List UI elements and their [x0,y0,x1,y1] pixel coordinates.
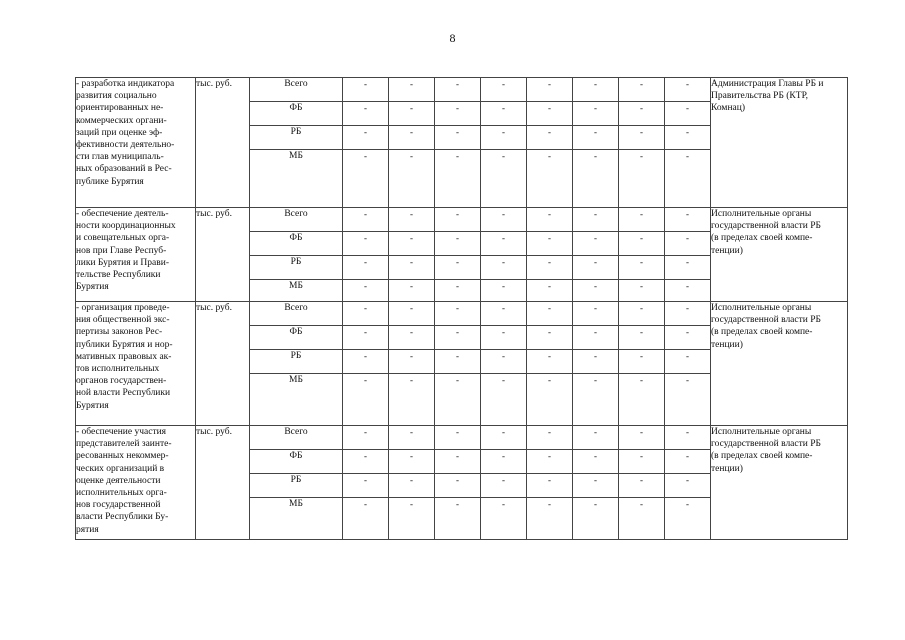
funding-source-cell: МБ [250,498,343,540]
responsible-text-line: Исполнительные органы [711,209,812,219]
value-cell: - [481,256,527,280]
value-cell: - [389,150,435,208]
activity-text-line: пертизы законов Рес- [76,327,163,338]
value-cell: - [619,426,665,450]
value-cell: - [481,208,527,232]
value-cell: - [665,302,711,326]
value-cell: - [619,256,665,280]
value-cell: - [573,426,619,450]
value-cell: - [481,498,527,540]
responsible-text-line: (в пределах своей компе- [711,327,813,338]
value-cell: - [619,302,665,326]
value-cell: - [481,450,527,474]
unit-cell: тыс. руб. [196,208,250,302]
value-cell: - [665,498,711,540]
value-cell: - [573,102,619,126]
activity-text-line: оценке деятельности [76,475,161,486]
responsible-cell [711,302,848,426]
value-cell: - [619,326,665,350]
activity-text-line: власти Республики Бу- [76,512,169,523]
value-cell: - [527,498,573,540]
value-cell: - [481,232,527,256]
funding-source-cell: ФБ [250,102,343,126]
value-cell: - [527,256,573,280]
value-cell: - [389,426,435,450]
funding-source-cell: ФБ [250,232,343,256]
value-cell: - [527,150,573,208]
value-cell: - [343,302,389,326]
value-cell: - [343,126,389,150]
value-cell: - [435,326,481,350]
value-cell: - [389,232,435,256]
value-cell: - [573,474,619,498]
value-cell: - [527,78,573,102]
value-cell: - [619,126,665,150]
value-cell: - [665,374,711,426]
activity-text-line: заций при оценке эф- [76,127,163,138]
value-cell: - [665,208,711,232]
activity-text-line: мативных правовых ак- [76,351,172,362]
value-cell: - [527,208,573,232]
value-cell: - [435,302,481,326]
value-cell: - [665,150,711,208]
responsible-text-line: (в пределах своей компе- [711,233,813,244]
value-cell: - [527,326,573,350]
value-cell: - [481,126,527,150]
activity-text-line: - обеспечение деятель- [76,209,169,219]
value-cell: - [619,78,665,102]
activity-cell [76,426,196,540]
activity-text-line: - разработка индикатора [76,79,175,89]
value-cell: - [665,126,711,150]
value-cell: - [481,102,527,126]
value-cell: - [665,78,711,102]
activity-text-line: публики Бурятия и нор- [76,339,173,350]
value-cell: - [343,280,389,302]
value-cell: - [435,498,481,540]
activity-cell [76,78,196,208]
activity-text-line: сти глав муниципаль- [76,152,164,163]
value-cell: - [389,498,435,540]
activity-text-line: коммерческих органи- [76,115,167,126]
value-cell: - [527,302,573,326]
value-cell: - [481,326,527,350]
funding-source-cell: МБ [250,280,343,302]
value-cell: - [435,256,481,280]
activity-text-line: ных образований в Рес- [76,164,172,175]
value-cell: - [435,126,481,150]
value-cell: - [435,280,481,302]
responsible-text-line: тенции) [711,463,743,474]
value-cell: - [665,326,711,350]
value-cell: - [665,256,711,280]
value-cell: - [435,102,481,126]
value-cell: - [573,208,619,232]
value-cell: - [389,326,435,350]
activity-text-line: Бурятия [76,282,109,293]
funding-source-cell: РБ [250,126,343,150]
funding-source-cell: РБ [250,350,343,374]
value-cell: - [619,208,665,232]
funding-source-cell: РБ [250,256,343,280]
activity-text-line: ческих организаций в [76,463,165,474]
funding-source-cell: Всего [250,208,343,232]
value-cell: - [343,350,389,374]
funding-source-cell: Всего [250,78,343,102]
activity-text-line: ной власти Республики [76,388,171,399]
value-cell: - [389,350,435,374]
activity-text-line: ресованных некоммер- [76,451,169,462]
value-cell: - [389,208,435,232]
value-cell: - [573,78,619,102]
responsible-text-line: Комнац) [711,103,745,114]
value-cell: - [343,498,389,540]
activity-text-line: - обеспечение участия [76,427,167,437]
value-cell: - [527,102,573,126]
value-cell: - [435,350,481,374]
value-cell: - [389,302,435,326]
value-cell: - [573,280,619,302]
value-cell: - [389,450,435,474]
value-cell: - [573,374,619,426]
value-cell: - [435,208,481,232]
value-cell: - [343,232,389,256]
responsible-text-line: Исполнительные органы [711,303,812,313]
activity-text-line: органов государствен- [76,376,167,387]
responsible-text-line: Исполнительные органы [711,427,812,437]
responsible-text-line: тенции) [711,245,743,256]
value-cell: - [573,350,619,374]
value-cell: - [527,232,573,256]
activity-text-line: Бурятия [76,400,109,411]
responsible-cell [711,426,848,540]
value-cell: - [343,150,389,208]
value-cell: - [573,126,619,150]
value-cell: - [619,474,665,498]
value-cell: - [343,474,389,498]
value-cell: - [573,302,619,326]
activity-text-line: лики Бурятия и Прави- [76,257,169,268]
value-cell: - [665,350,711,374]
responsible-text-line: (в пределах своей компе- [711,451,813,462]
value-cell: - [435,474,481,498]
value-cell: - [435,374,481,426]
value-cell: - [389,374,435,426]
value-cell: - [573,256,619,280]
activity-text-line: ориентированных не- [76,103,164,114]
unit-cell: тыс. руб. [196,78,250,208]
value-cell: - [527,450,573,474]
responsible-text-line: государственной власти РБ [711,221,821,232]
unit-cell: тыс. руб. [196,426,250,540]
value-cell: - [665,474,711,498]
value-cell: - [573,232,619,256]
value-cell: - [481,474,527,498]
value-cell: - [527,350,573,374]
funding-source-cell: Всего [250,426,343,450]
activity-cell [76,208,196,302]
responsible-text-line: государственной власти РБ [711,315,821,326]
value-cell: - [619,102,665,126]
value-cell: - [389,102,435,126]
value-cell: - [481,302,527,326]
activity-text-line: нов при Главе Респуб- [76,245,167,256]
value-cell: - [619,150,665,208]
value-cell: - [343,102,389,126]
page-number: 8 [449,31,456,45]
value-cell: - [435,450,481,474]
value-cell: - [343,78,389,102]
value-cell: - [527,280,573,302]
value-cell: - [619,374,665,426]
value-cell: - [665,426,711,450]
responsible-text-line: государственной власти РБ [711,439,821,450]
value-cell: - [481,280,527,302]
value-cell: - [481,350,527,374]
value-cell: - [435,150,481,208]
value-cell: - [343,326,389,350]
value-cell: - [389,78,435,102]
activity-cell [76,302,196,426]
value-cell: - [481,374,527,426]
value-cell: - [573,450,619,474]
activity-text-line: - организация проведе- [76,303,170,313]
value-cell: - [389,126,435,150]
value-cell: - [619,450,665,474]
value-cell: - [527,474,573,498]
value-cell: - [665,102,711,126]
responsible-text-line: тенции) [711,339,743,350]
unit-cell: тыс. руб. [196,302,250,426]
value-cell: - [389,280,435,302]
value-cell: - [343,208,389,232]
value-cell: - [527,374,573,426]
activity-text-line: и совещательных орга- [76,233,170,244]
value-cell: - [343,426,389,450]
value-cell: - [573,150,619,208]
funding-source-cell: ФБ [250,326,343,350]
activity-text-line: фективности деятельно- [76,140,175,151]
funding-source-cell: РБ [250,474,343,498]
value-cell: - [619,350,665,374]
program-activities-table [75,77,848,540]
value-cell: - [665,280,711,302]
funding-source-cell: ФБ [250,450,343,474]
activity-text-line: тов исполнительных [76,364,160,375]
table-row [76,208,848,232]
activity-text-line: исполнительных орга- [76,488,167,499]
value-cell: - [435,426,481,450]
funding-source-cell: МБ [250,374,343,426]
value-cell: - [619,232,665,256]
table-row [76,78,848,102]
value-cell: - [389,256,435,280]
value-cell: - [527,426,573,450]
funding-source-cell: МБ [250,150,343,208]
value-cell: - [481,426,527,450]
activity-text-line: представителей заинте- [76,439,172,450]
table-row [76,302,848,326]
value-cell: - [619,498,665,540]
activity-text-line: тельстве Республики [76,270,161,281]
responsible-text-line: Правительства РБ (КТР, [711,91,809,102]
value-cell: - [619,280,665,302]
value-cell: - [343,450,389,474]
value-cell: - [573,326,619,350]
responsible-cell [711,78,848,208]
value-cell: - [435,232,481,256]
activity-text-line: нов государственной [76,500,161,511]
table-row [76,426,848,450]
value-cell: - [343,256,389,280]
responsible-cell [711,208,848,302]
activity-text-line: публике Бурятия [76,176,144,187]
value-cell: - [665,232,711,256]
activity-text-line: ния общественной экс- [76,315,170,326]
value-cell: - [389,474,435,498]
value-cell: - [343,374,389,426]
funding-source-cell: Всего [250,302,343,326]
value-cell: - [527,126,573,150]
activity-text-line: развития социально [76,91,157,102]
activity-text-line: ности координационных [76,221,176,232]
value-cell: - [573,498,619,540]
value-cell: - [665,450,711,474]
value-cell: - [481,78,527,102]
responsible-text-line: Администрация Главы РБ и [711,79,824,89]
value-cell: - [481,150,527,208]
value-cell: - [435,78,481,102]
activity-text-line: рятия [76,524,99,535]
